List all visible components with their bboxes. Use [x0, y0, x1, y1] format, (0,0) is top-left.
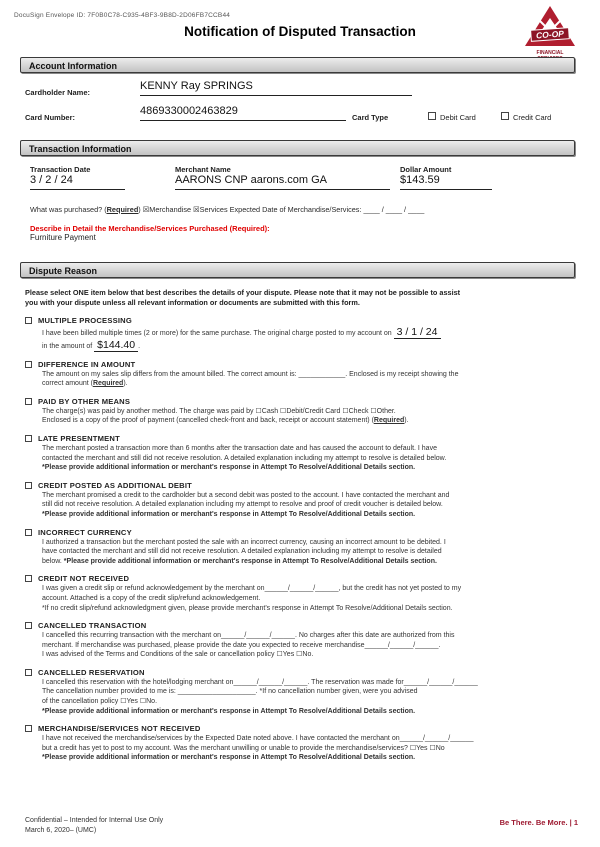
text-segment: *If no credit slip/refund acknowledgment given, please provide merchant's response in Attempt To Resolve/Additional Details section. — [42, 604, 453, 612]
text-segment: *Please provide additional information or merchant's response in Attempt To Resolve/Additional Details section. — [42, 754, 416, 762]
text-segment: I have not received the merchandise/services by the Expected Date noted above. I have contacted the merchant on______/______/______ — [42, 735, 474, 743]
dispute-item-checkbox[interactable] — [25, 317, 32, 324]
footer-date: March 6, 2020– (UMC) — [25, 826, 97, 834]
dispute-intro — [25, 288, 580, 308]
dispute-body-line — [42, 631, 580, 641]
logo-sub1: FINANCIAL — [536, 50, 564, 56]
describe-value[interactable]: Furniture Payment — [30, 233, 96, 242]
dispute-item — [25, 481, 580, 520]
dispute-item-heading: PAID BY OTHER MEANS — [38, 396, 131, 406]
text-segment: I authorized a transaction but the merchant posted the sale with an incorrect currency, causing an incorrect amount to be debited. I — [42, 538, 446, 546]
text-segment: Enclosed is a copy of the proof of payment (cancelled check-front and back, receipt or account statement) ( — [42, 417, 374, 425]
dispute-item-heading: LATE PRESENTMENT — [38, 433, 120, 443]
text-segment: The cancellation number provided to me is: ____________________. *If no cancellation number given, were you advised — [42, 688, 418, 696]
text-segment: I was advised of the Terms and Conditions of the sale or cancellation policy ☐Yes ☐No. — [42, 651, 314, 659]
text-segment: . — [138, 342, 141, 350]
text-segment: have contacted the merchant and still did not receive resolution. A detailed explanation including my attempt to resolve is detailed — [42, 548, 442, 556]
text-segment: I have been billed multiple times (2 or more) for the same purchase. The original charge posted to my account on — [42, 329, 394, 337]
dispute-item-heading: CANCELLED TRANSACTION — [38, 621, 147, 631]
dollar-amount-field[interactable]: $143.59 — [400, 174, 492, 190]
dispute-intro-line: Please select ONE item below that best describes the details of your dispute. Please note that it may not be possible to assist — [25, 288, 461, 297]
dispute-item-checkbox[interactable] — [25, 398, 32, 405]
dispute-item — [25, 360, 580, 389]
dispute-body-line — [42, 641, 580, 651]
dispute-body-line — [42, 500, 580, 510]
dispute-body-line — [42, 650, 580, 660]
text-segment: correct amount ( — [42, 380, 93, 388]
transaction-date-label: Transaction Date — [30, 165, 91, 174]
docusign-envelope-id: DocuSign Envelope ID: 7F0B0C78-C935-4BF3-9B8D-2D06FB7CCB44 — [14, 12, 231, 19]
dispute-item-heading: CANCELLED RESERVATION — [38, 667, 145, 677]
credit-card-label: Credit Card — [513, 113, 552, 122]
footer-confidential: Confidential – Intended for Internal Use Only — [25, 817, 164, 824]
text-segment: I cancelled this recurring transaction with the merchant on______/______/______. No charges after this date are authorized from this — [42, 632, 455, 640]
text-segment: I cancelled this reservation with the hotel/lodging merchant on______/______/______. The reservation was made for______/______/______ — [42, 678, 478, 686]
dispute-item — [25, 528, 580, 567]
dispute-body-line — [42, 339, 580, 352]
footer-left — [25, 816, 163, 835]
dispute-item-checkbox[interactable] — [25, 529, 32, 536]
dispute-item — [25, 397, 580, 426]
dispute-body-line — [42, 557, 580, 567]
text-segment: but a credit has yet to post to my account. Was the merchant unwilling or unable to provide the merchandise/services? ☐Yes ☐No — [42, 744, 445, 752]
dispute-body-line — [42, 510, 580, 520]
transaction-date-field[interactable]: 3 / 2 / 24 — [30, 174, 125, 190]
dollar-amount-label: Dollar Amount — [400, 165, 452, 174]
dispute-item-checkbox[interactable] — [25, 361, 32, 368]
dispute-reason-body — [25, 288, 580, 763]
text-segment: ). — [404, 417, 409, 425]
text-segment: still did not receive resolution. A detailed explanation including my attempt to resolve and proof of credit voucher is detailed below. — [42, 501, 443, 509]
merchant-name-label: Merchant Name — [175, 165, 231, 174]
text-segment: contacted the merchant and still did not receive resolution. A detailed explanation including my attempt to resolve is detailed below. — [42, 454, 447, 462]
text-segment: ). — [123, 380, 128, 388]
dispute-body-line — [42, 326, 580, 339]
dispute-body-line — [42, 407, 580, 417]
dispute-item-heading: CREDIT POSTED AS ADDITIONAL DEBIT — [38, 480, 192, 490]
credit-card-checkbox[interactable] — [501, 112, 509, 120]
dispute-body-line — [42, 734, 580, 744]
text-segment: The merchant promised a credit to the cardholder but a second debit was posted to the account. I have contacted the merchant and — [42, 491, 450, 499]
text-segment: The charge(s) was paid by another method. The charge was paid by ☐Cash ☐Debit/Credit Card ☐Check ☐Other. — [42, 407, 396, 415]
section-header-account: Account Information — [20, 57, 575, 73]
dispute-item-checkbox[interactable] — [25, 669, 32, 676]
dispute-body-line — [42, 697, 580, 707]
dispute-body-line — [42, 538, 580, 548]
text-segment: Required — [92, 380, 124, 388]
dispute-items-list — [25, 316, 580, 763]
dispute-body-line — [42, 584, 580, 594]
text-segment: Required — [106, 205, 139, 214]
text-segment: The merchant posted a transaction more than 6 months after the transaction date and has caused the account to default. I have — [42, 444, 437, 452]
cardholder-name-label: Cardholder Name: — [25, 88, 91, 97]
card-number-label: Card Number: — [25, 113, 76, 122]
dispute-body-line — [42, 604, 580, 614]
dispute-item-heading: CREDIT NOT RECEIVED — [38, 574, 130, 584]
filled-value[interactable]: $144.40 — [94, 339, 138, 352]
describe-required-label: Describe in Detail the Merchandise/Services Purchased (Required): — [30, 224, 270, 233]
dispute-item-checkbox[interactable] — [25, 725, 32, 732]
dispute-body-line — [42, 678, 580, 688]
cardholder-name-field[interactable]: KENNY Ray SPRINGS — [140, 80, 412, 96]
dispute-item — [25, 724, 580, 763]
dispute-item-checkbox[interactable] — [25, 482, 32, 489]
dispute-body-line — [42, 753, 580, 763]
dispute-body-line — [42, 370, 580, 380]
text-segment: of the cancellation policy ☐Yes ☐No. — [42, 698, 158, 706]
text-segment: *Please provide additional information or merchant's response in Attempt To Resolve/Additional Details section. — [63, 557, 437, 565]
dispute-item-heading: MULTIPLE PROCESSING — [38, 315, 132, 325]
dispute-intro-line: you with your dispute unless all relevant information or documents are submitted with this form. — [25, 297, 360, 307]
card-type-label: Card Type — [352, 113, 389, 122]
dispute-item-heading: DIFFERENCE IN AMOUNT — [38, 359, 136, 369]
debit-card-label: Debit Card — [440, 113, 476, 122]
dispute-item-checkbox[interactable] — [25, 622, 32, 629]
dispute-body-line — [42, 444, 580, 454]
dispute-body-line — [42, 463, 580, 473]
text-segment: in the amount of — [42, 342, 95, 350]
dispute-body-line — [42, 454, 580, 464]
text-segment: merchant. If merchandise was purchased, please provide the date you expected to receive merchandise______/______/______. — [42, 641, 441, 649]
text-segment: *Please provide additional information or merchant's response in Attempt To Resolve/Additional Details section. — [42, 707, 416, 715]
dispute-body-line — [42, 744, 580, 754]
dispute-body-line — [42, 547, 580, 557]
text-segment: ) ☒Merchandise ☒Services Expected Date of Merchandise/Services: ____ / ____ / ____ — [138, 205, 425, 214]
dispute-body-line — [42, 416, 580, 426]
section-header-dispute: Dispute Reason — [20, 262, 575, 278]
dispute-body-line — [42, 594, 580, 604]
text-segment: below. — [42, 557, 64, 565]
text-segment: The amount on my sales slip differs from the amount billed. The correct amount is: ____________. Enclosed is my receipt showing the — [42, 370, 459, 378]
debit-card-checkbox[interactable] — [428, 112, 436, 120]
text-segment: *Please provide additional information or merchant's response in Attempt To Resolve/Additional Details section. — [42, 510, 416, 518]
dispute-item — [25, 434, 580, 473]
text-segment: *Please provide additional information or merchant's response in Attempt To Resolve/Additional Details section. — [42, 464, 416, 472]
dispute-body-line — [42, 491, 580, 501]
logo-banner-text: CO-OP — [535, 28, 565, 41]
dispute-item — [25, 621, 580, 660]
text-segment: Required — [373, 417, 405, 425]
dispute-item — [25, 316, 580, 352]
dispute-item-checkbox[interactable] — [25, 575, 32, 582]
text-segment: I was given a credit slip or refund acknowledgement by the merchant on______/______/______, but the credit has not yet posted to my — [42, 585, 462, 593]
dispute-body-line — [42, 379, 580, 389]
dispute-item — [25, 574, 580, 613]
card-number-field[interactable]: 4869330002463829 — [140, 105, 346, 121]
section-header-transaction: Transaction Information — [20, 140, 575, 156]
dispute-item — [25, 668, 580, 716]
dispute-body-line — [42, 707, 580, 717]
merchant-name-field[interactable]: AARONS CNP aarons.com GA — [175, 174, 390, 190]
footer-tagline: Be There. Be More. | 1 — [499, 818, 578, 827]
dispute-item-heading: MERCHANDISE/SERVICES NOT RECEIVED — [38, 724, 201, 734]
text-segment: What was purchased? ( — [30, 205, 107, 214]
text-segment: account. Attached is a copy of the credit slip/refund acknowledgement. — [42, 594, 261, 602]
dispute-body-line — [42, 687, 580, 697]
dispute-item-heading: INCORRECT CURRENCY — [38, 527, 132, 537]
what-was-purchased-line[interactable] — [30, 205, 424, 214]
dispute-item-checkbox[interactable] — [25, 435, 32, 442]
filled-value[interactable]: 3 / 1 / 24 — [394, 326, 441, 339]
page-title: Notification of Disputed Transaction — [184, 24, 416, 39]
